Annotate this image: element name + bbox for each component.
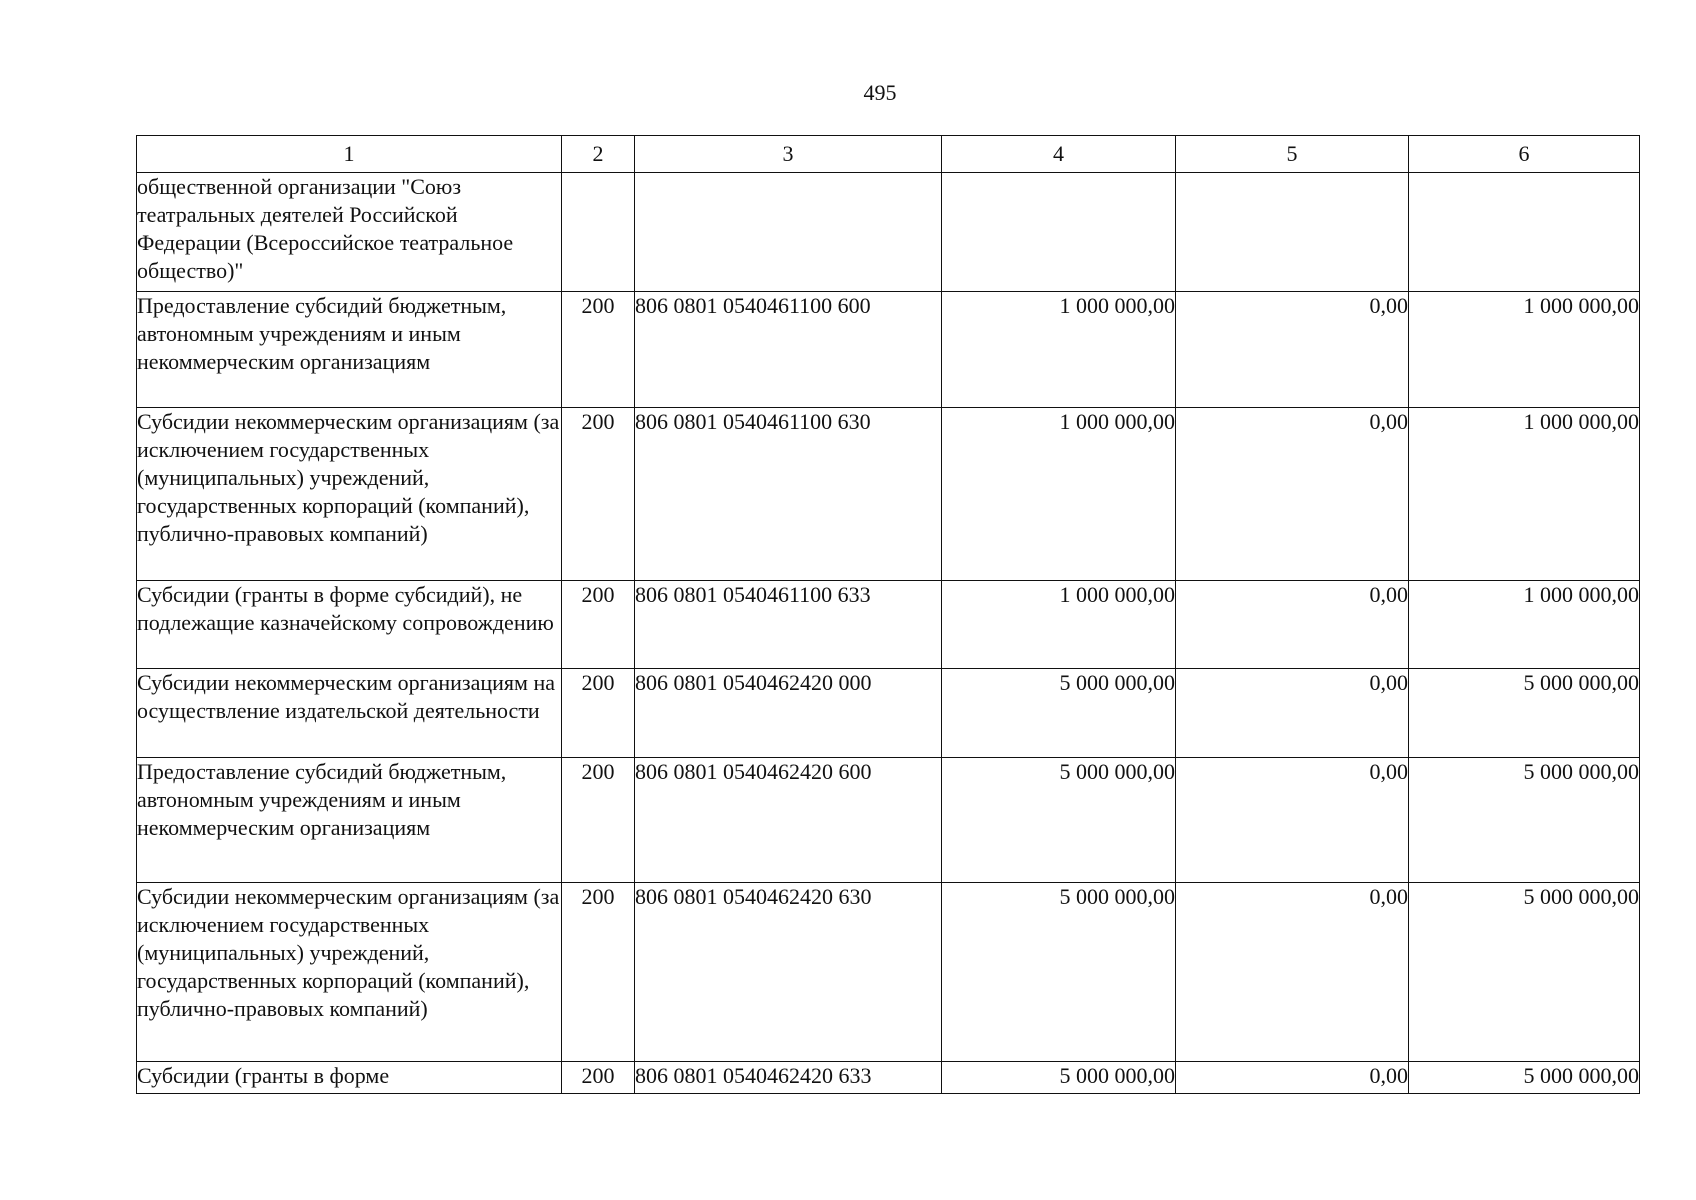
row-total-cell: 1 000 000,00 [1409,292,1640,408]
column-header-3: 3 [635,136,942,173]
row-change-cell: 0,00 [1176,581,1409,669]
row-change-cell: 0,00 [1176,883,1409,1062]
row-name-cell: Предоставление субсидий бюджетным, автономным учреждениям и иным некоммерческим организациям [137,292,562,408]
row-name-cell: Субсидии (гранты в форме субсидий), не подлежащие казначейскому сопровождению [137,581,562,669]
row-code-cell: 200 [562,1062,635,1094]
row-code-cell: 200 [562,883,635,1062]
row-code-cell [562,173,635,292]
row-name-cell: Субсидии некоммерческим организациям на осуществление издательской деятельности [137,669,562,758]
row-change-cell: 0,00 [1176,758,1409,883]
row-amount-cell: 5 000 000,00 [942,883,1176,1062]
row-name-cell: общественной организации "Союз театральных деятелей Российской Федерации (Всероссийское театральное общество)" [137,173,562,292]
row-name-cell: Предоставление субсидий бюджетным, автономным учреждениям и иным некоммерческим организациям [137,758,562,883]
row-code-cell: 200 [562,581,635,669]
row-amount-cell: 1 000 000,00 [942,581,1176,669]
row-change-cell: 0,00 [1176,408,1409,581]
row-amount-cell: 5 000 000,00 [942,758,1176,883]
row-total-cell: 5 000 000,00 [1409,758,1640,883]
row-name-cell: Субсидии некоммерческим организациям (за исключением государственных (муниципальных) учреждений, государственных корпораций (компаний), публично-правовых компаний) [137,408,562,581]
row-change-cell: 0,00 [1176,1062,1409,1094]
table-row [137,1062,1640,1094]
table-row [137,292,1640,408]
row-total-cell: 1 000 000,00 [1409,581,1640,669]
row-classification-cell: 806 0801 0540461100 630 [635,408,942,581]
row-total-cell: 5 000 000,00 [1409,669,1640,758]
table-row [137,173,1640,292]
row-code-cell: 200 [562,292,635,408]
row-classification-cell: 806 0801 0540462420 600 [635,758,942,883]
row-total-cell: 5 000 000,00 [1409,1062,1640,1094]
column-header-5: 5 [1176,136,1409,173]
table-row [137,883,1640,1062]
row-classification-cell: 806 0801 0540462420 633 [635,1062,942,1094]
column-header-2: 2 [562,136,635,173]
row-amount-cell: 1 000 000,00 [942,408,1176,581]
table-row [137,408,1640,581]
column-header-6: 6 [1409,136,1640,173]
table-row [137,581,1640,669]
row-code-cell: 200 [562,758,635,883]
row-change-cell: 0,00 [1176,669,1409,758]
row-classification-cell: 806 0801 0540461100 633 [635,581,942,669]
row-classification-cell [635,173,942,292]
row-classification-cell: 806 0801 0540462420 000 [635,669,942,758]
row-change-cell: 0,00 [1176,292,1409,408]
row-amount-cell: 1 000 000,00 [942,292,1176,408]
row-total-cell [1409,173,1640,292]
row-classification-cell: 806 0801 0540461100 600 [635,292,942,408]
row-change-cell [1176,173,1409,292]
page-number: 495 [863,80,897,105]
column-header-1: 1 [137,136,562,173]
row-amount-cell [942,173,1176,292]
table-row [137,669,1640,758]
row-name-cell: Субсидии некоммерческим организациям (за исключением государственных (муниципальных) учреждений, государственных корпораций (компаний), публично-правовых компаний) [137,883,562,1062]
row-code-cell: 200 [562,408,635,581]
row-code-cell: 200 [562,669,635,758]
budget-table [136,135,1640,1094]
row-amount-cell: 5 000 000,00 [942,1062,1176,1094]
row-total-cell: 1 000 000,00 [1409,408,1640,581]
row-name-cell: Субсидии (гранты в форме [137,1062,562,1094]
row-classification-cell: 806 0801 0540462420 630 [635,883,942,1062]
row-total-cell: 5 000 000,00 [1409,883,1640,1062]
column-header-4: 4 [942,136,1176,173]
table-row [137,758,1640,883]
row-amount-cell: 5 000 000,00 [942,669,1176,758]
table-header-row [137,136,1640,173]
